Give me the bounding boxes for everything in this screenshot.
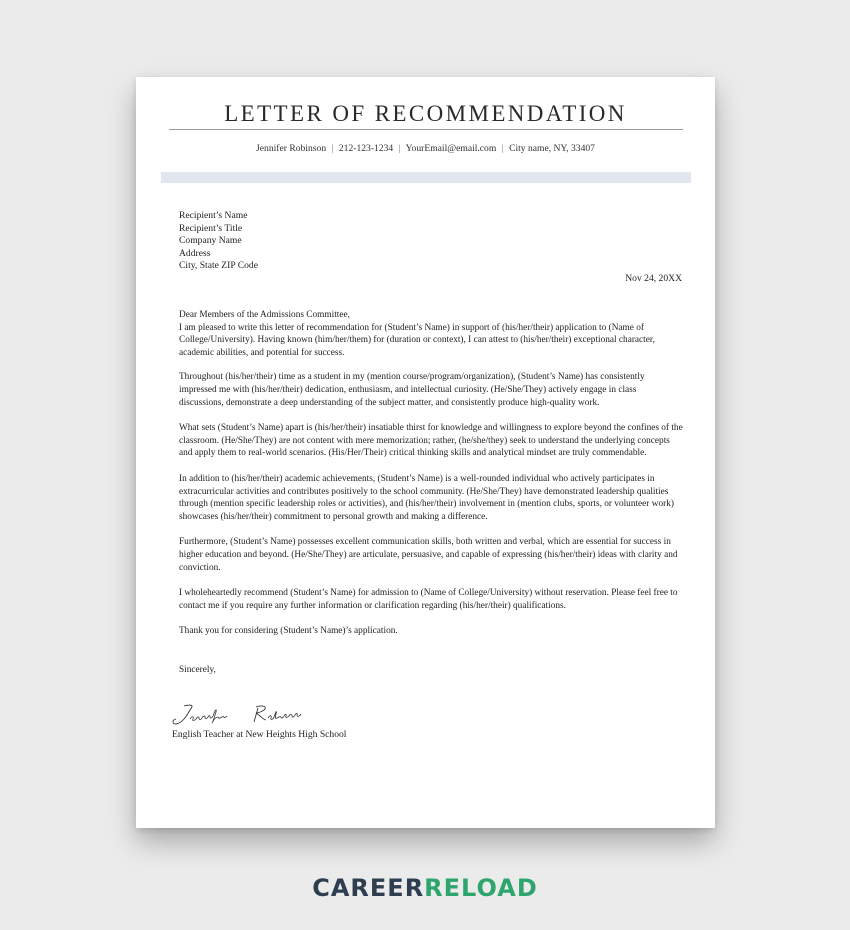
- contact-name: Jennifer Robinson: [256, 143, 327, 154]
- contact-separator: |: [331, 143, 334, 154]
- body-paragraph: I am pleased to write this letter of recommendation for (Student’s Name) in support of (his/her/their) application to (Name of College/University). Having known (him/her/them) for (duration or context), I can attest to (his/her/their) exceptional character, academic abilities, and potential for success.: [179, 322, 655, 358]
- contact-separator: |: [398, 143, 401, 154]
- recipient-address: Address: [179, 247, 211, 259]
- header-band: [161, 172, 691, 183]
- letter-date: Nov 24, 20XX: [625, 273, 682, 284]
- body-paragraph: In addition to (his/her/their) academic achievements, (Student’s Name) is a well-rounded individual who actively participates in extracurricular activities and contributes positively to the school community. (He/She/They) have demonstrated leadership qualities through (mention specific leadership roles or activities), and (his/her/their) involvement in (mention clubs, sports, or volunteer work) showcases (his/her/their) commitment to personal growth and making a difference.: [179, 473, 674, 522]
- body-paragraph: I wholeheartedly recommend (Student’s Name) for admission to (Name of College/University) without reservation. Please feel free to contact me if you require any further information or clarification regarding (his/her/their) qualifications.: [179, 588, 678, 611]
- brand-logo-part-1: CAREER: [312, 874, 425, 902]
- brand-logo: [0, 874, 850, 902]
- body-paragraph: Thank you for considering (Student’s Name)’s application.: [179, 626, 398, 637]
- recipient-company: Company Name: [179, 235, 242, 247]
- contact-phone: 212-123-1234: [338, 143, 394, 154]
- recipient-block: [179, 210, 258, 273]
- contact-separator: |: [501, 143, 504, 154]
- body-paragraph: Throughout (his/her/their) time as a student in my (mention course/program/organization), (Student’s Name) has consistently impressed me with (his/her/their) dedication, enthusiasm, and intellectual curiosity. (He/She/They) actively engage in class discussions, demonstrate a deep understanding of the subject matter, and consistently produce high-quality work.: [179, 372, 645, 408]
- recipient-city: City, State ZIP Code: [179, 260, 258, 272]
- recipient-title: Recipient’s Title: [179, 222, 243, 234]
- contact-location: City name, NY, 33407: [509, 143, 595, 154]
- closing: Sincerely,: [179, 664, 216, 675]
- body-paragraph: Furthermore, (Student’s Name) possesses excellent communication skills, both written and verbal, which are essential for success in higher education and beyond. (He/She/They) are articulate, persuasive, and capable of expressing (his/her/their) ideas with clarity and conviction.: [179, 537, 678, 573]
- contact-line: [136, 143, 715, 154]
- body-paragraph: What sets (Student’s Name) apart is (his/her/their) insatiable thirst for knowledge and willingness to explore beyond the confines of the classroom. (He/She/They) are not content with mere memorization; rather, (he/she/they) seek to understand the underlying concepts and apply them to real-world scenarios. (His/Her/Their) critical thinking skills and analytical mindset are truly commendable.: [179, 423, 683, 459]
- salutation: Dear Members of the Admissions Committee,: [179, 310, 350, 320]
- title-divider: [169, 129, 683, 130]
- contact-email: YourEmail@email.com: [405, 143, 497, 154]
- letter-page: [136, 77, 715, 828]
- brand-logo-part-2: RELOAD: [424, 874, 538, 902]
- letter-title: LETTER OF RECOMMENDATION: [224, 101, 627, 126]
- signer-title: English Teacher at New Heights High School: [172, 729, 347, 740]
- handwritten-signature: [170, 702, 330, 728]
- letter-body: [179, 309, 683, 689]
- recipient-name: Recipient’s Name: [179, 210, 248, 221]
